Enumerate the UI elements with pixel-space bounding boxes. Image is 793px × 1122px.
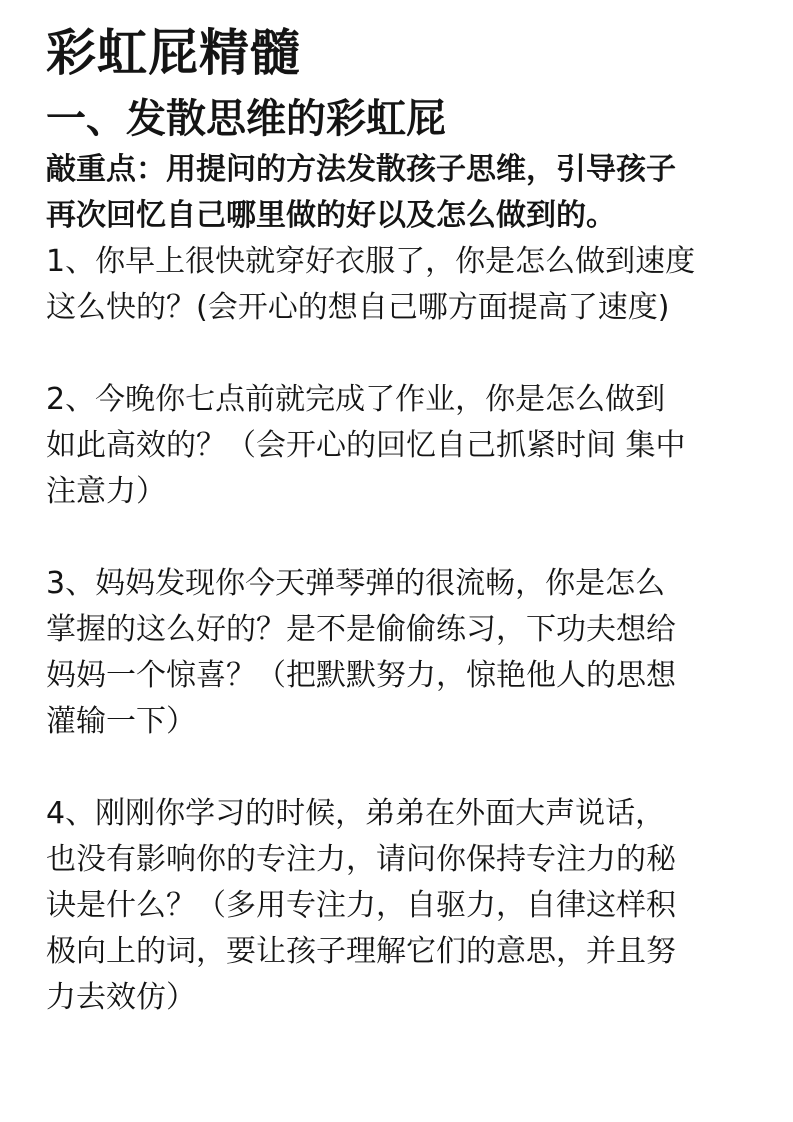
item-line: 灌输一下） xyxy=(46,704,196,739)
key-point-line: 敲重点：用提问的方法发散孩子思维，引导孩子 xyxy=(46,152,676,187)
item-line: 也没有影响你的专注力，请问你保持专注力的秘 xyxy=(46,842,676,877)
item-line: 掌握的这么好的？是不是偷偷练习，下功夫想给 xyxy=(46,612,676,647)
section-heading: 一、发散思维的彩虹屁 xyxy=(46,96,446,142)
item-line: 3、妈妈发现你今天弹琴弹的很流畅，你是怎么 xyxy=(46,566,666,601)
item-line: 注意力） xyxy=(46,474,166,509)
item-line: 4、刚刚你学习的时候，弟弟在外面大声说话， xyxy=(46,796,666,831)
key-point-line: 再次回忆自己哪里做的好以及怎么做到的。 xyxy=(46,198,616,233)
item-line: 这么快的？(会开心的想自己哪方面提高了速度) xyxy=(46,290,670,325)
page-title: 彩虹屁精髓 xyxy=(46,24,301,82)
item-line: 1、你早上很快就穿好衣服了，你是怎么做到速度 xyxy=(46,244,696,279)
item-line: 如此高效的？（会开心的回忆自己抓紧时间 集中 xyxy=(46,428,686,463)
item-line: 力去效仿） xyxy=(46,980,196,1015)
item-line: 极向上的词，要让孩子理解它们的意思，并且努 xyxy=(46,934,676,969)
item-line: 诀是什么？（多用专注力，自驱力，自律这样积 xyxy=(46,888,676,923)
item-line: 2、今晚你七点前就完成了作业，你是怎么做到 xyxy=(46,382,666,417)
item-line: 妈妈一个惊喜？（把默默努力，惊艳他人的思想 xyxy=(46,658,676,693)
